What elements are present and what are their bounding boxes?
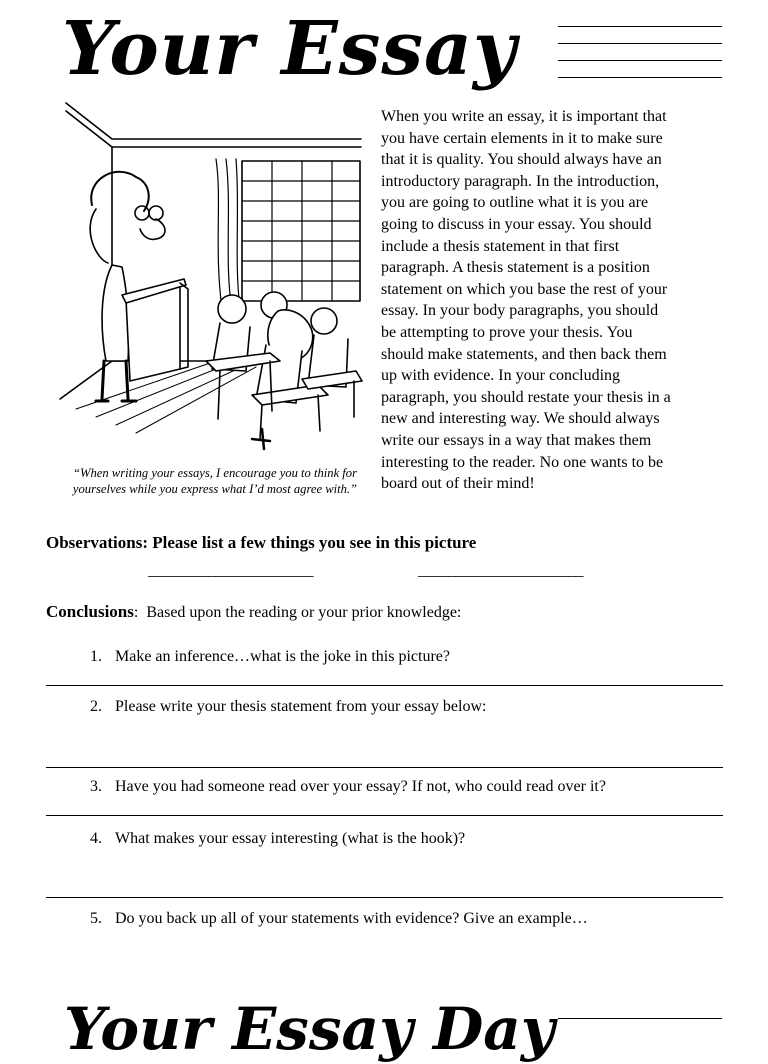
conclusions-separator: : xyxy=(133,604,139,621)
question-number: 4. xyxy=(90,830,102,847)
observation-blank-2[interactable]: ______________________ xyxy=(418,562,583,579)
name-line xyxy=(558,77,722,78)
intro-paragraph: When you write an essay, it is important that you have certain elements in it to make sure that it is quality. You should always have an introductory paragraph. In the introduction, you are going to outline what it is you are going to discuss in your essay. You should include a thesis statement in that first paragraph. A thesis statement is a position statement on which you base the rest of your essay. In your body paragraphs, you should be attempting to prove your thesis. You should make statements, and then back them up with evidence. In your concluding paragraph, you should restate your thesis in a new and interesting way. We should always write our essays in a way that makes them interesting to the reader. No one wants to be board out of their mind! xyxy=(381,108,671,493)
question-text: Do you back up all of your statements with evidence? Give an example… xyxy=(115,910,588,927)
question-text: Make an inference…what is the joke in this picture? xyxy=(115,648,450,665)
name-line xyxy=(558,26,722,27)
question-5 xyxy=(90,910,588,928)
conclusions-heading xyxy=(46,602,461,622)
question-text: What makes your essay interesting (what is the hook)? xyxy=(115,830,466,847)
question-text: Have you had someone read over your essay? If not, who could read over it? xyxy=(115,778,606,795)
footer-title: Your Essay Day xyxy=(64,995,555,1063)
question-1 xyxy=(90,648,450,666)
question-text: Please write your thesis statement from your essay below: xyxy=(115,698,487,715)
question-number: 2. xyxy=(90,698,102,715)
answer-line-2[interactable] xyxy=(46,767,723,768)
question-number: 1. xyxy=(90,648,102,665)
question-number: 5. xyxy=(90,910,102,927)
name-line xyxy=(558,1018,722,1019)
question-3 xyxy=(90,778,606,796)
observations-prompt: Observations: Please list a few things you see in this picture xyxy=(46,533,477,552)
name-line xyxy=(558,43,722,44)
question-number: 3. xyxy=(90,778,102,795)
answer-line-3[interactable] xyxy=(46,815,723,816)
conclusions-label: Conclusions xyxy=(46,602,134,621)
observation-blank-1[interactable]: ______________________ xyxy=(148,562,313,579)
question-4 xyxy=(90,830,465,848)
page-title: Your Essay xyxy=(62,6,517,92)
answer-line-1[interactable] xyxy=(46,685,723,686)
answer-line-4[interactable] xyxy=(46,897,723,898)
classroom-cartoon xyxy=(56,99,368,511)
cartoon-caption: “When writing your essays, I encourage you to think for yourselves while you express what I’d most agree with.” xyxy=(72,466,358,496)
question-2 xyxy=(90,698,486,716)
name-line xyxy=(558,60,722,61)
conclusions-instruction: Based upon the reading or your prior knowledge: xyxy=(146,604,462,621)
